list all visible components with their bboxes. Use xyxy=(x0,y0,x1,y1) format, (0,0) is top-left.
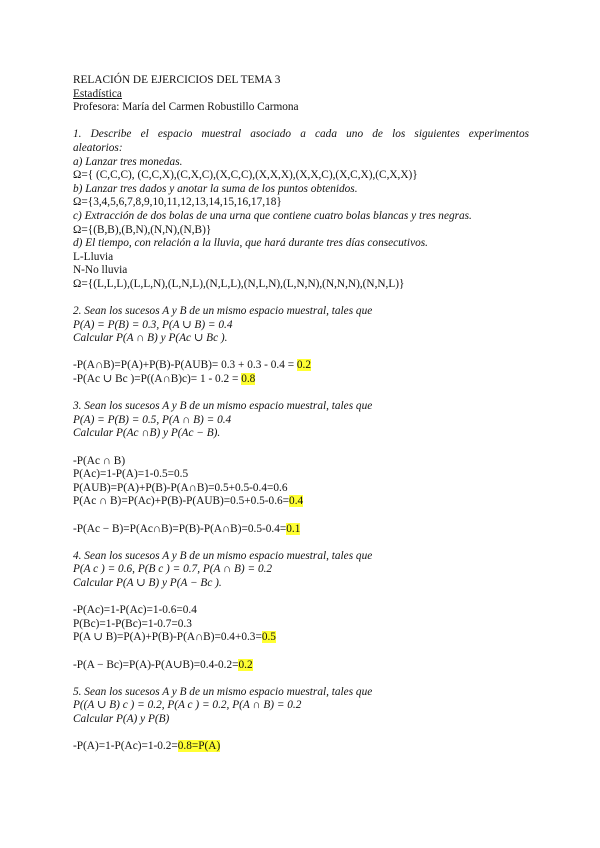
ex4-solution-2 xyxy=(73,659,529,673)
ex2-solution-1-result: 0.2 xyxy=(296,359,312,372)
ex3-solution-1-step-1: P(Ac)=1-P(A)=1-0.5=0.5 xyxy=(73,468,189,481)
ex4-solution-1-step-3-text: P(A ∪ B)=P(A)+P(B)-P(A∩B)=0.4+0.3= xyxy=(73,631,262,644)
ex2-solution-2-result: 0.8 xyxy=(241,373,256,386)
ex1-d-label: d) El tiempo, con relación a la lluvia, que hará durante tres días consecutivos. xyxy=(73,237,428,250)
ex4-solution-1-step-1: -P(Ac)=1-P(Ac)=1-0.6=0.4 xyxy=(73,604,197,617)
spacer xyxy=(73,645,529,659)
ex1-c-space: Ω={(B,B),(B,N),(N,N),(N,B)} xyxy=(73,223,212,236)
ex4-solution-1-result: 0.5 xyxy=(261,631,276,644)
ex4-ask: Calcular P(A ∪ B) y P(A − Bc ). xyxy=(73,576,222,589)
ex3-solution-2-text: -P(Ac − B)=P(Ac∩B)=P(B)-P(A∩B)=0.5-0.4= xyxy=(73,522,287,535)
ex4-given: P(A c ) = 0.6, P(B c ) = 0.7, P(A ∩ B) = 0.2 xyxy=(73,563,273,576)
ex2-ask: Calcular P(A ∩ B) y P(Ac ∪ Bc ). xyxy=(73,332,228,345)
ex2-solution-1-text: -P(A∩B)=P(A)+P(B)-P(AUB)= 0.3 + 0.3 - 0.4 = xyxy=(73,359,297,372)
ex1-d-key-no-rain: N-No lluvia xyxy=(73,264,128,277)
spacer xyxy=(73,509,529,523)
ex3-solution-2-result: 0.1 xyxy=(286,522,301,535)
ex2-given: P(A) = P(B) = 0.3, P(A ∪ B) = 0.4 xyxy=(73,318,233,331)
ex2-solution-2 xyxy=(73,373,529,387)
ex5-solution-1 xyxy=(73,740,529,754)
ex3-statement: 3. Sean los sucesos A y B de un mismo espacio muestral, tales que xyxy=(73,400,373,413)
ex5-solution-1-text: -P(A)=1-P(Ac)=1-0.2= xyxy=(73,740,178,753)
ex4-statement: 4. Sean los sucesos A y B de un mismo espacio muestral, tales que xyxy=(73,549,373,562)
ex5-ask: Calcular P(A) y P(B) xyxy=(73,712,170,725)
ex1-statement: 1. Describe el espacio muestral asociado a cada uno de los siguientes experimentos xyxy=(73,128,529,141)
document-title: RELACIÓN DE EJERCICIOS DEL TEMA 3 xyxy=(73,74,281,86)
subject-heading: Estadística xyxy=(73,87,122,100)
ex4-solution-1-step-2: P(Bc)=1-P(Bc)=1-0.7=0.3 xyxy=(73,617,192,630)
ex5-statement: 5. Sean los sucesos A y B de un mismo espacio muestral, tales que xyxy=(73,685,373,698)
ex3-solution-1-head: -P(Ac ∩ B) xyxy=(73,454,126,467)
ex3-solution-1-step-3-text: P(Ac ∩ B)=P(Ac)+P(B)-P(AUB)=0.5+0.5-0.6= xyxy=(73,495,290,508)
ex1-d-space: Ω={(L,L,L),(L,L,N),(L,N,L),(N,L,L),(N,L,N),(L,N,N),(N,N,N),(N,N,L)} xyxy=(73,277,405,290)
ex2-solution-2-text: -P(Ac ∪ Bc )=P((A∩B)c)= 1 - 0.2 = xyxy=(73,373,242,386)
ex3-given: P(A) = P(B) = 0.5, P(A ∩ B) = 0.4 xyxy=(73,413,232,426)
spacer xyxy=(73,672,529,686)
ex3-ask: Calcular P(Ac ∩B) y P(Ac − B). xyxy=(73,427,221,440)
ex5-solution-1-result: 0.8=P(A) xyxy=(177,740,221,753)
ex3-solution-1-step-3 xyxy=(73,495,529,509)
spacer xyxy=(73,727,529,741)
spacer xyxy=(73,346,529,360)
spacer xyxy=(73,591,529,605)
spacer xyxy=(73,115,529,129)
document-body xyxy=(73,74,529,754)
ex1-c-label: c) Extracción de dos bolas de una urna que contiene cuatro bolas blancas y tres negras. xyxy=(73,209,472,222)
teacher-line: Profesora: María del Carmen Robustillo Carmona xyxy=(73,101,299,114)
ex4-solution-2-text: -P(A − Bc)=P(A)-P(A∪B)=0.4-0.2= xyxy=(73,658,239,671)
ex1-b-space: Ω={3,4,5,6,7,8,9,10,11,12,13,14,15,16,17,18} xyxy=(73,196,282,209)
ex3-solution-1-step-2: P(AUB)=P(A)+P(B)-P(A∩B)=0.5+0.5-0.4=0.6 xyxy=(73,481,288,494)
ex1-a-label: a) Lanzar tres monedas. xyxy=(73,155,183,168)
spacer xyxy=(73,441,529,455)
ex3-solution-1-result: 0.4 xyxy=(289,495,304,508)
ex4-solution-1-step-3 xyxy=(73,631,529,645)
ex1-statement-cont: aleatorios: xyxy=(73,141,123,154)
ex2-solution-1 xyxy=(73,359,529,373)
ex2-statement: 2. Sean los sucesos A y B de un mismo espacio muestral, tales que xyxy=(73,305,373,318)
ex5-given: P((A ∪ B) c ) = 0.2, P(A c ) = 0.2, P(A ∩ B) = 0.2 xyxy=(73,699,302,712)
ex3-solution-2 xyxy=(73,523,529,537)
ex1-b-label: b) Lanzar tres dados y anotar la suma de los puntos obtenidos. xyxy=(73,182,358,195)
spacer xyxy=(73,536,529,550)
spacer xyxy=(73,292,529,306)
ex1-d-key-rain: L-Lluvia xyxy=(73,250,114,263)
ex1-a-space: Ω={ (C,C,C), (C,C,X),(C,X,C),(X,C,C),(X,X,X),(X,X,C),(X,C,X),(C,X,X)} xyxy=(73,169,418,182)
ex4-solution-2-result: 0.2 xyxy=(238,658,253,671)
spacer xyxy=(73,387,529,401)
